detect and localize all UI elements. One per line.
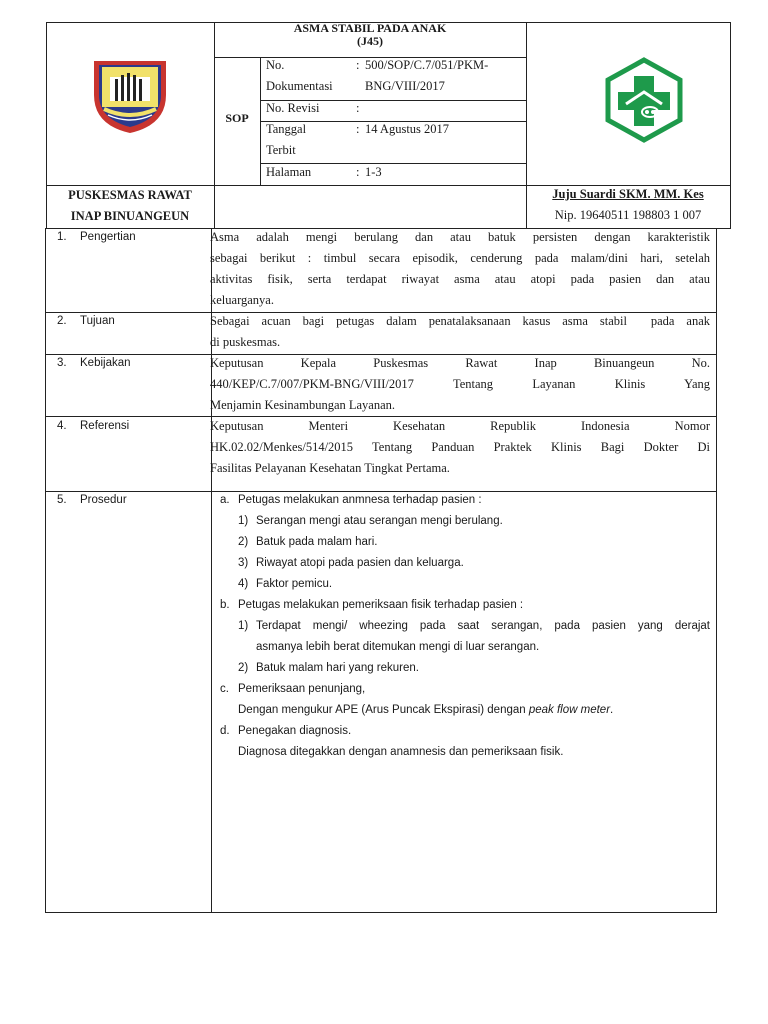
detail-text: Dengan mengukur APE (Arus Puncak Ekspirasi) dengan	[238, 704, 529, 716]
field-colon: :	[356, 165, 360, 179]
section-number: 3.	[57, 357, 67, 369]
institution-name: PUSKESMAS RAWAT	[68, 188, 192, 202]
list-item: Serangan mengi atau serangan mengi berulang.	[256, 515, 503, 527]
pengertian-line: sebagai berikut : timbul secara episodik, cenderung pada malam/dini hari, setelah	[210, 251, 710, 265]
referensi-line: HK.02.02/Menkes/514/2015 Tentang Panduan Praktek Klinis Bagi Dokter Di	[210, 440, 710, 454]
kebijakan-line: 440/KEP/C.7/007/PKM-BNG/VIII/2017 Tentang Layanan Klinis Yang	[210, 377, 710, 391]
signer-name: Juju Suardi SKM. MM. Kes	[552, 187, 704, 201]
prosedur-step-d-detail: Diagnosa ditegakkan dengan anamnesis dan pemeriksaan fisik.	[238, 746, 564, 758]
list-item-cont: asmanya lebih berat ditemukan mengi di luar serangan.	[256, 641, 540, 653]
detail-italic: peak flow meter	[528, 704, 611, 716]
tujuan-line: di puskesmas.	[210, 335, 281, 349]
puskesmas-green-cross-icon	[598, 54, 690, 146]
section-number: 5.	[57, 494, 67, 506]
referensi-line: Keputusan Menteri Kesehatan Republik Indonesia Nomor	[210, 419, 710, 433]
field-label-terbit: Terbit	[266, 143, 296, 157]
pengertian-line: aktivitas fisik, serta terdapat riwayat asma atau atopi pada pasien dan atau	[210, 272, 710, 286]
signer-nip: Nip. 19640511 198803 1 007	[554, 208, 702, 222]
list-item: Batuk pada malam hari.	[256, 536, 378, 548]
section-label-referensi: Referensi	[80, 420, 130, 432]
field-label-tanggal: Tanggal	[266, 122, 307, 136]
section-label-pengertian: Pengertian	[80, 231, 136, 243]
regency-coat-of-arms-icon	[90, 55, 170, 135]
document-title: ASMA STABIL PADA ANAK	[293, 21, 447, 35]
section-number: 4.	[57, 420, 67, 432]
field-label-no: No.	[266, 58, 285, 72]
list-item: Terdapat mengi/ wheezing pada saat serangan, pada pasien yang derajat	[256, 620, 710, 632]
list-marker: a.	[220, 494, 230, 506]
list-item: Faktor pemicu.	[256, 578, 333, 590]
field-colon: :	[356, 58, 360, 72]
section-number: 2.	[57, 315, 67, 327]
list-marker: d.	[220, 725, 230, 737]
pengertian-line: keluarganya.	[210, 293, 274, 307]
field-value-tanggal: 14 Agustus 2017	[365, 122, 450, 136]
tujuan-line: Sebagai acuan bagi petugas dalam penatalaksanaan kasus asma stabil pada anak	[210, 314, 710, 328]
referensi-line: Fasilitas Pelayanan Kesehatan Tingkat Pertama.	[210, 461, 450, 475]
list-item: Batuk malam hari yang rekuren.	[256, 662, 419, 674]
kebijakan-line: Menjamin Kesinambungan Layanan.	[210, 398, 396, 412]
list-number: 2)	[238, 536, 249, 548]
institution-name-cont: INAP BINUANGEUN	[70, 209, 190, 223]
detail-suffix: .	[610, 704, 614, 716]
list-marker: c.	[220, 683, 229, 695]
document-code: (J45)	[357, 34, 383, 48]
prosedur-step-c: Pemeriksaan penunjang,	[238, 683, 366, 695]
field-value-document-number-cont: BNG/VIII/2017	[365, 79, 445, 93]
section-label-tujuan: Tujuan	[80, 315, 115, 327]
list-number: 1)	[238, 620, 249, 632]
field-label-dokumentasi: Dokumentasi	[266, 79, 333, 93]
list-item: Riwayat atopi pada pasien dan keluarga.	[256, 557, 464, 569]
list-number: 3)	[238, 557, 249, 569]
prosedur-step-c-detail	[238, 702, 613, 718]
field-label-halaman: Halaman	[266, 165, 312, 179]
section-label-kebijakan: Kebijakan	[80, 357, 131, 369]
prosedur-step-b: Petugas melakukan pemeriksaan fisik terhadap pasien :	[238, 599, 524, 611]
section-number: 1.	[57, 231, 67, 243]
prosedur-step-d: Penegakan diagnosis.	[238, 725, 352, 737]
field-colon: :	[356, 101, 360, 115]
section-label-prosedur: Prosedur	[80, 494, 127, 506]
sop-label: SOP	[225, 111, 249, 125]
list-number: 2)	[238, 662, 249, 674]
list-number: 1)	[238, 515, 249, 527]
list-marker: b.	[220, 599, 230, 611]
field-colon: :	[356, 122, 360, 136]
field-label-revisi: No. Revisi	[266, 101, 320, 115]
list-number: 4)	[238, 578, 249, 590]
prosedur-step-a: Petugas melakukan anmnesa terhadap pasien :	[238, 494, 482, 506]
field-value-document-number: 500/SOP/C.7/051/PKM-	[365, 58, 489, 72]
field-value-halaman: 1-3	[365, 165, 382, 179]
pengertian-line: Asma adalah mengi berulang dan atau batuk persisten dengan karakteristik	[210, 230, 710, 244]
kebijakan-line: Keputusan Kepala Puskesmas Rawat Inap Binuangeun No.	[210, 356, 710, 370]
